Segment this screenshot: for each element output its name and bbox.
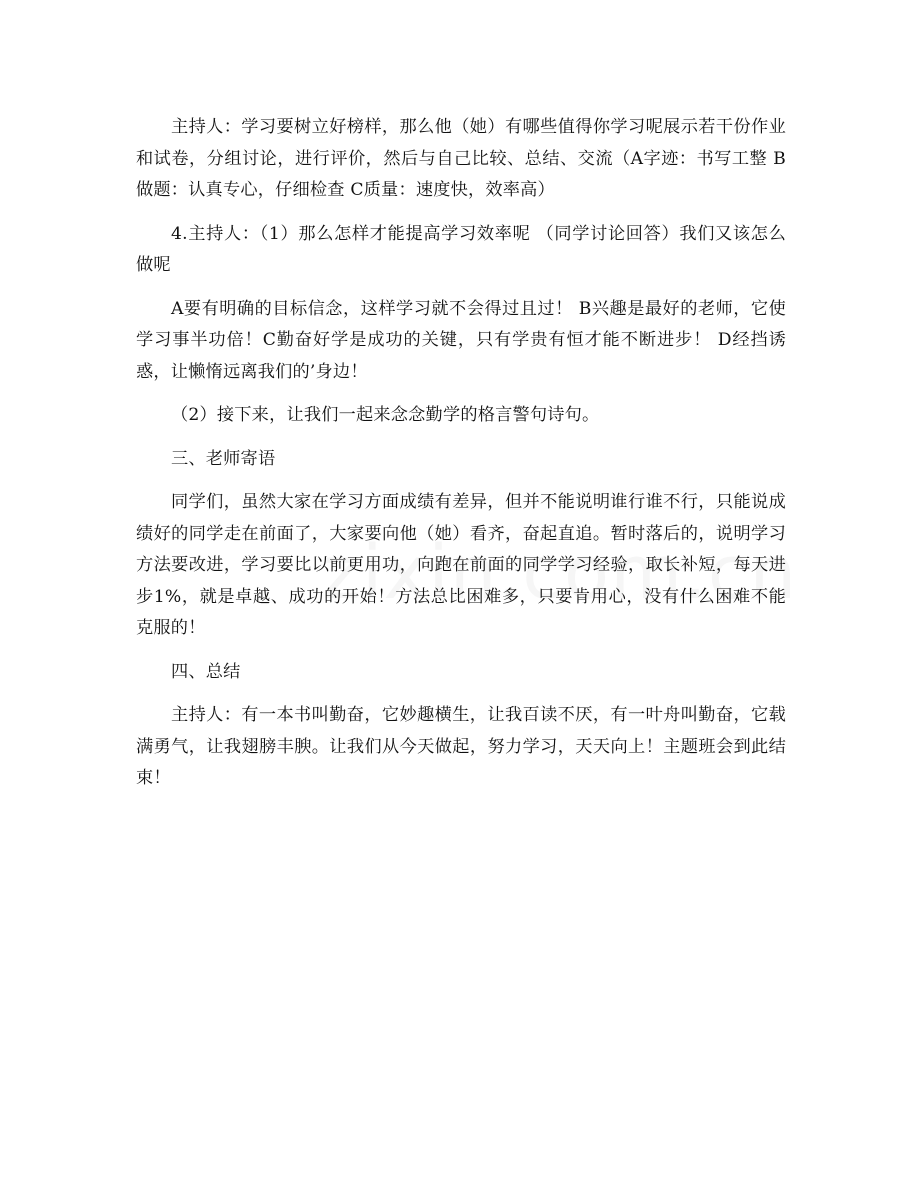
section-heading-teacher-message: 三、老师寄语 xyxy=(171,448,276,469)
paragraph-teacher-message: 同学们，虽然大家在学习方面成绩有差异，但并不能说明谁行谁不行，只能说成绩好的同学走在前面了，大家要向他（她）看齐，奋起直追。暂时落后的，说明学习方法要改进，学习要比以前更用功，向跑在前面的同学学习经验，取长补短，每天进步1%，就是卓越、成功的开始！方法总比困难多，只要肯用心，没有什么困难不能克服的！ xyxy=(136,492,786,638)
paragraph-host-role-model: 主持人：学习要树立好榜样，那么他（她）有哪些值得你学习呢展示若干份作业和试卷，分组讨论，进行评价，然后与自己比较、总结、交流（A字迹：书写工整 B做题：认真专心，仔细检查 C质量：速度快，效率高） xyxy=(136,117,786,200)
paragraph-host-closing: 主持人：有一本书叫勤奋，它妙趣横生，让我百读不厌，有一叶舟叫勤奋，它载满勇气，让我翅膀丰腴。让我们从今天做起，努力学习，天天向上！主题班会到此结束！ xyxy=(136,705,786,788)
paragraph-study-tips: A要有明确的目标信念，这样学习就不会得过且过！ B兴趣是最好的老师，它使学习事半功倍！C勤奋好学是成功的关键，只有学贵有恒才能不断进步！ D经挡诱惑，让懒惰远离我们的’身边！ xyxy=(136,298,786,382)
paragraph-proverbs: （2）接下来，让我们一起来念念勤学的格言警句诗句。 xyxy=(171,405,600,425)
document-body xyxy=(136,112,786,807)
paragraph-efficiency-question: 4.主持人：（1）那么怎样才能提高学习效率呢 （同学讨论回答）我们又该怎么做呢 xyxy=(136,223,786,275)
section-heading-summary: 四、总结 xyxy=(171,661,241,682)
